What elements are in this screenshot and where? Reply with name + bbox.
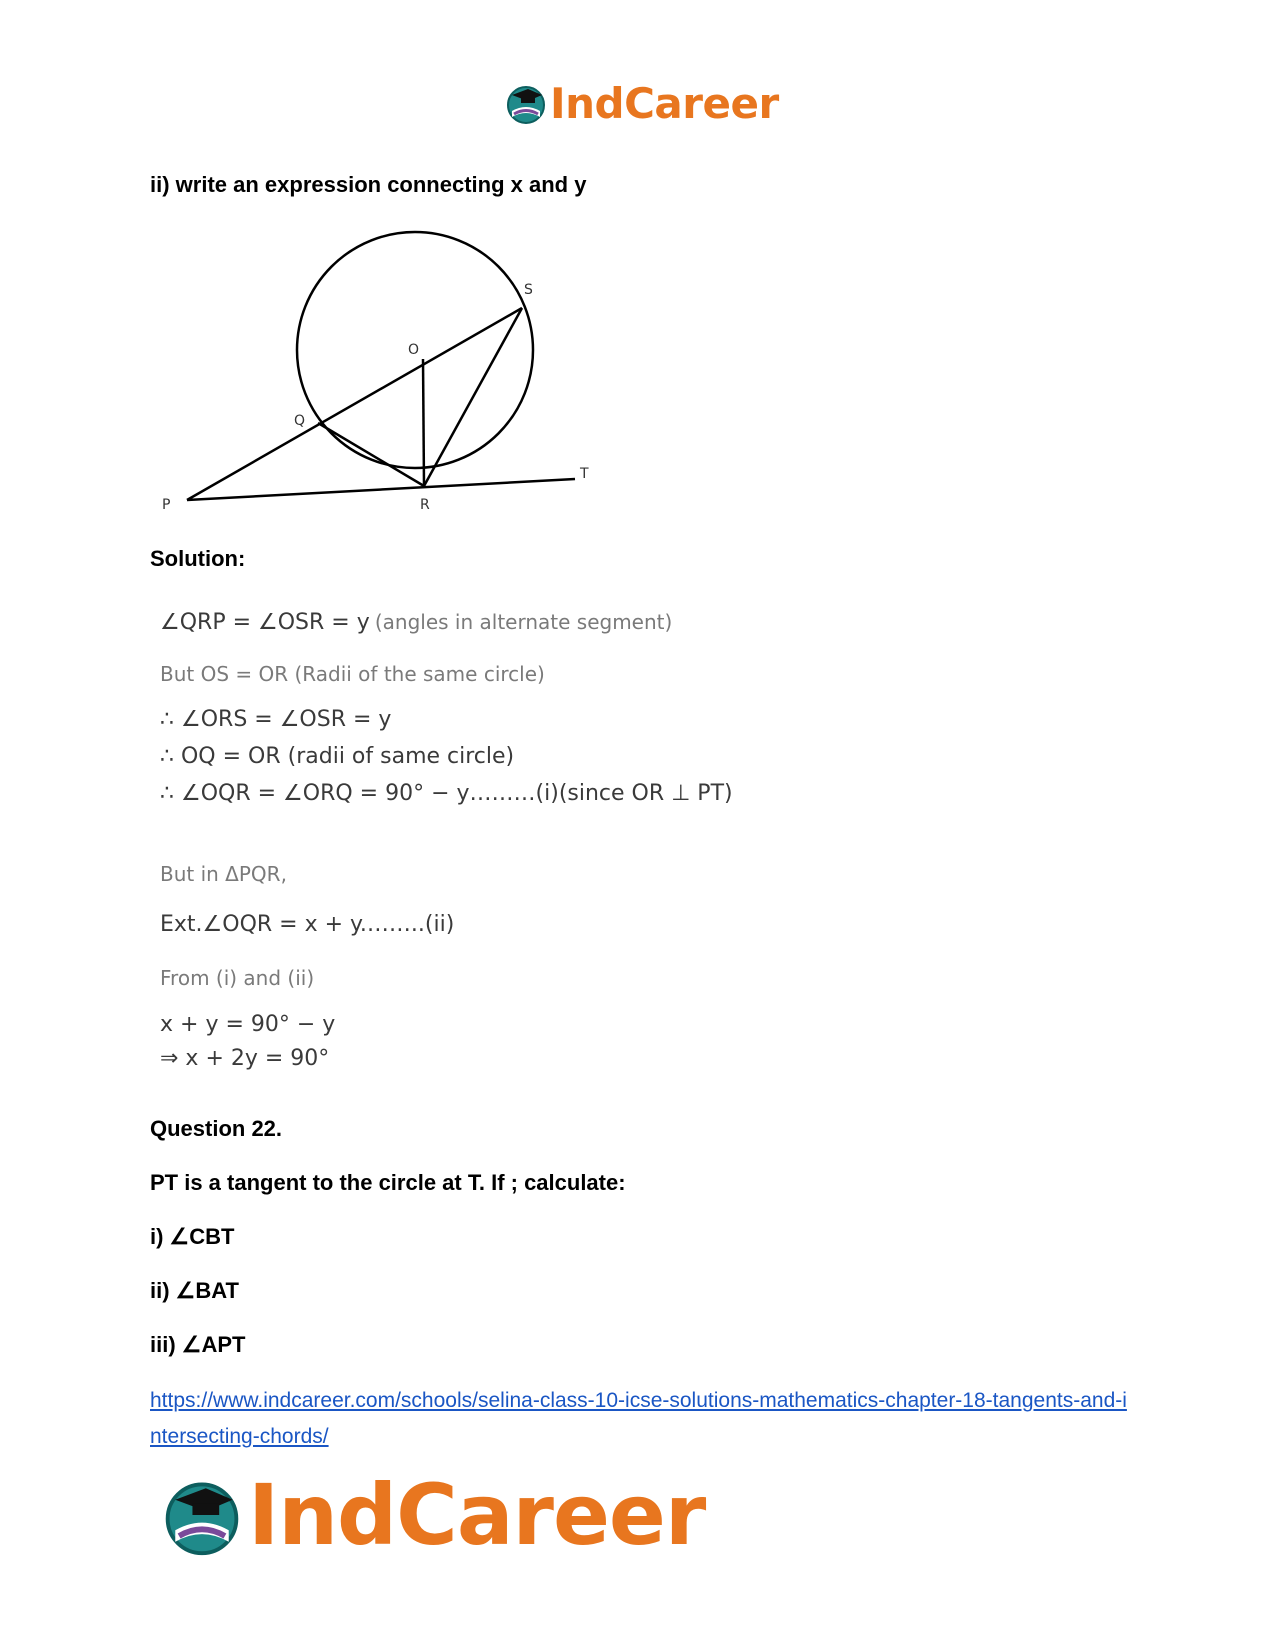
line-OR: [423, 359, 424, 486]
solution-line-1-equation: ∠QRP = ∠OSR = y: [160, 610, 370, 635]
question-22-part-ii: ii) ∠BAT: [150, 1278, 239, 1303]
source-link[interactable]: https://www.indcareer.com/schools/selina-class-10-icse-solutions-mathematics-chapter-18-tangents-and-intersecting-chords/: [150, 1389, 1127, 1448]
label-S: S: [524, 282, 533, 298]
solution-line-1: [160, 610, 672, 635]
label-P: P: [162, 497, 171, 513]
solution-line-7: Ext.∠OQR = x + y.……..(ii): [160, 912, 455, 937]
solution-line-9: x + y = 90° − y: [160, 1012, 336, 1037]
solution-line-1-note: (angles in alternate segment): [374, 610, 673, 634]
graduation-cap-icon: [160, 1473, 244, 1557]
question-part-ii: ii) write an expression connecting x and y: [150, 172, 587, 197]
solution-line-6: But in ΔPQR,: [160, 862, 287, 886]
question-22-part-i: i) ∠CBT: [150, 1224, 235, 1249]
logo-text: IndCareer: [550, 78, 779, 128]
graduation-cap-icon: [504, 81, 548, 125]
line-PS: [187, 308, 522, 500]
solution-line-8: From (i) and (ii): [160, 966, 315, 990]
label-Q: Q: [294, 413, 306, 429]
solution-line-10: ⇒ x + 2y = 90°: [160, 1046, 330, 1071]
label-R: R: [420, 497, 430, 513]
circle-tangent-figure: [150, 228, 600, 518]
question-22-prompt: PT is a tangent to the circle at T. If ; calculate:: [150, 1170, 626, 1195]
label-O: O: [408, 342, 420, 358]
header-logo: [504, 78, 779, 128]
label-T: T: [580, 466, 589, 482]
solution-line-4: ∴ OQ = OR (radii of same circle): [160, 744, 515, 769]
footer-logo: [160, 1466, 706, 1564]
question-22-title: Question 22.: [150, 1116, 283, 1141]
line-QR: [318, 423, 424, 486]
solution-line-5: ∴ ∠OQR = ∠ORQ = 90° − y………(i)(since OR ⊥ PT): [160, 781, 733, 806]
question-22-part-iii: iii) ∠APT: [150, 1332, 246, 1357]
solution-line-2: But OS = OR (Radii of the same circle): [160, 662, 545, 686]
logo-text: IndCareer: [248, 1466, 706, 1564]
line-PT: [187, 479, 575, 500]
solution-line-3: ∴ ∠ORS = ∠OSR = y: [160, 707, 392, 732]
solution-heading: Solution:: [150, 546, 246, 571]
